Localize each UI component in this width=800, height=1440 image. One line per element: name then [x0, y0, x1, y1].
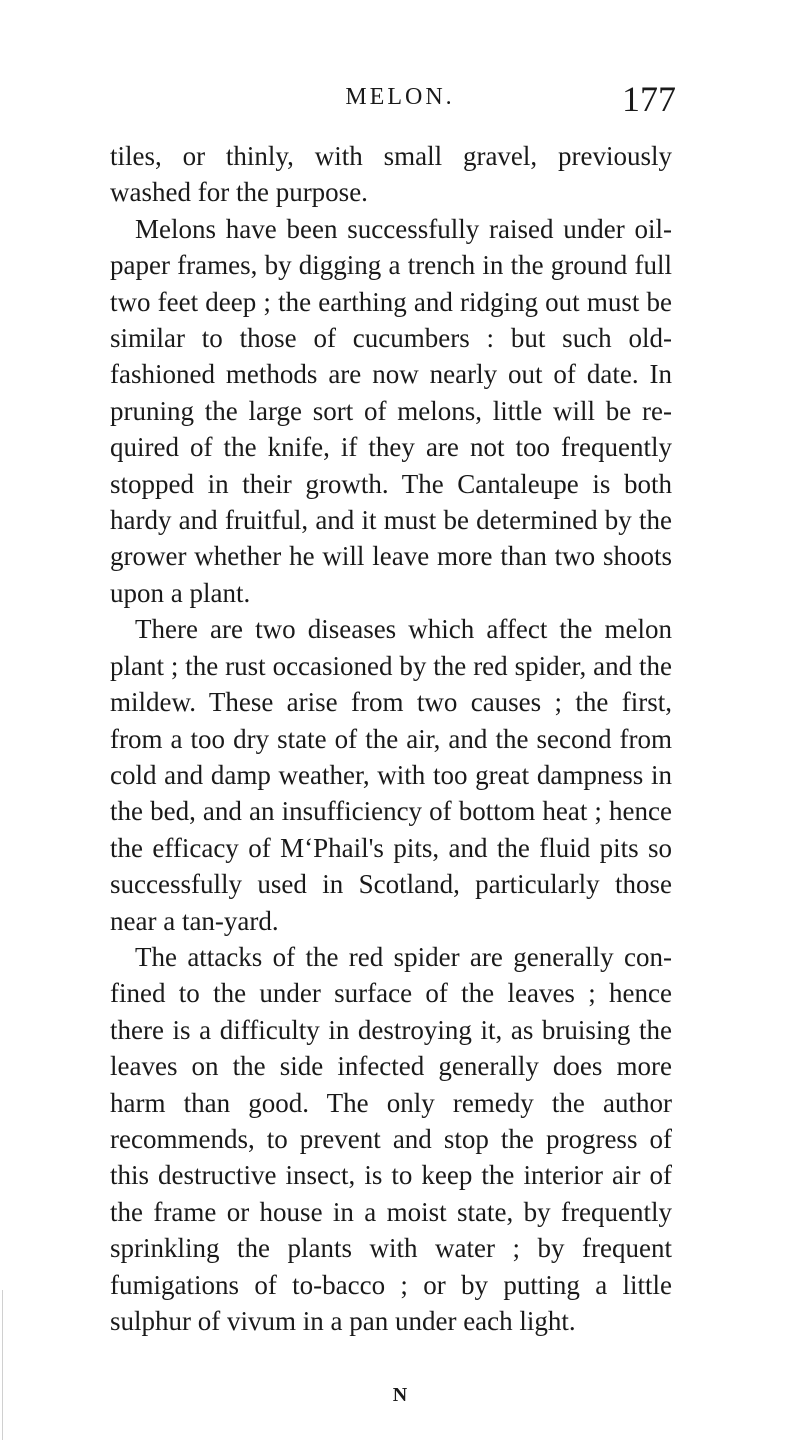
signature-mark: N	[392, 1384, 408, 1406]
page-number: 177	[622, 79, 676, 119]
paragraph-oil-paper-frames: Melons have been successfully raised under oil-paper frames, by digging a trench in the ground full two feet deep ; the earthing and ridging out must be similar to those of cucumbers : but such old-fashioned methods are now nearly out of date. In pruning the large sort of melons, little will be re-quired of the knife, if they are not too frequently stopped in their growth. The Cantaleupe is both hardy and fruitful, and it must be determined by the grower whether he will leave more than two shoots upon a plant.	[110, 213, 672, 608]
paragraph-diseases: There are two diseases which affect the melon plant ; the rust occasioned by the red spider, and the mildew. These arise from two causes ; the first, from a too dry state of the air, and the second from cold and damp weather, with too great dampness in the bed, and an insufficiency of bottom heat ; hence the efficacy of M‘Phail's pits, and the fluid pits so successfully used in Scotland, particularly those near a tan-yard.	[110, 614, 672, 936]
page-header	[0, 79, 800, 124]
body-text	[110, 138, 672, 1339]
paragraph-red-spider: The attacks of the red spider are generally con-fined to the under surface of the leaves ; hence there is a difficulty in destroying it, as bruising the leaves on the side infected generally does more harm than good. The only remedy the author recommends, to prevent and stop the progress of this destructive insect, is to keep the interior air of the frame or house in a moist state, by frequently sprinkling the plants with water ; by frequent fumigations of to-bacco ; or by putting a little sulphur of vivum in a pan under each light.	[110, 941, 672, 1336]
paragraph-continued: tiles, or thinly, with small gravel, previously washed for the purpose.	[110, 141, 672, 208]
scan-edge-line	[2, 1290, 3, 1440]
running-head: MELON.	[345, 84, 455, 110]
